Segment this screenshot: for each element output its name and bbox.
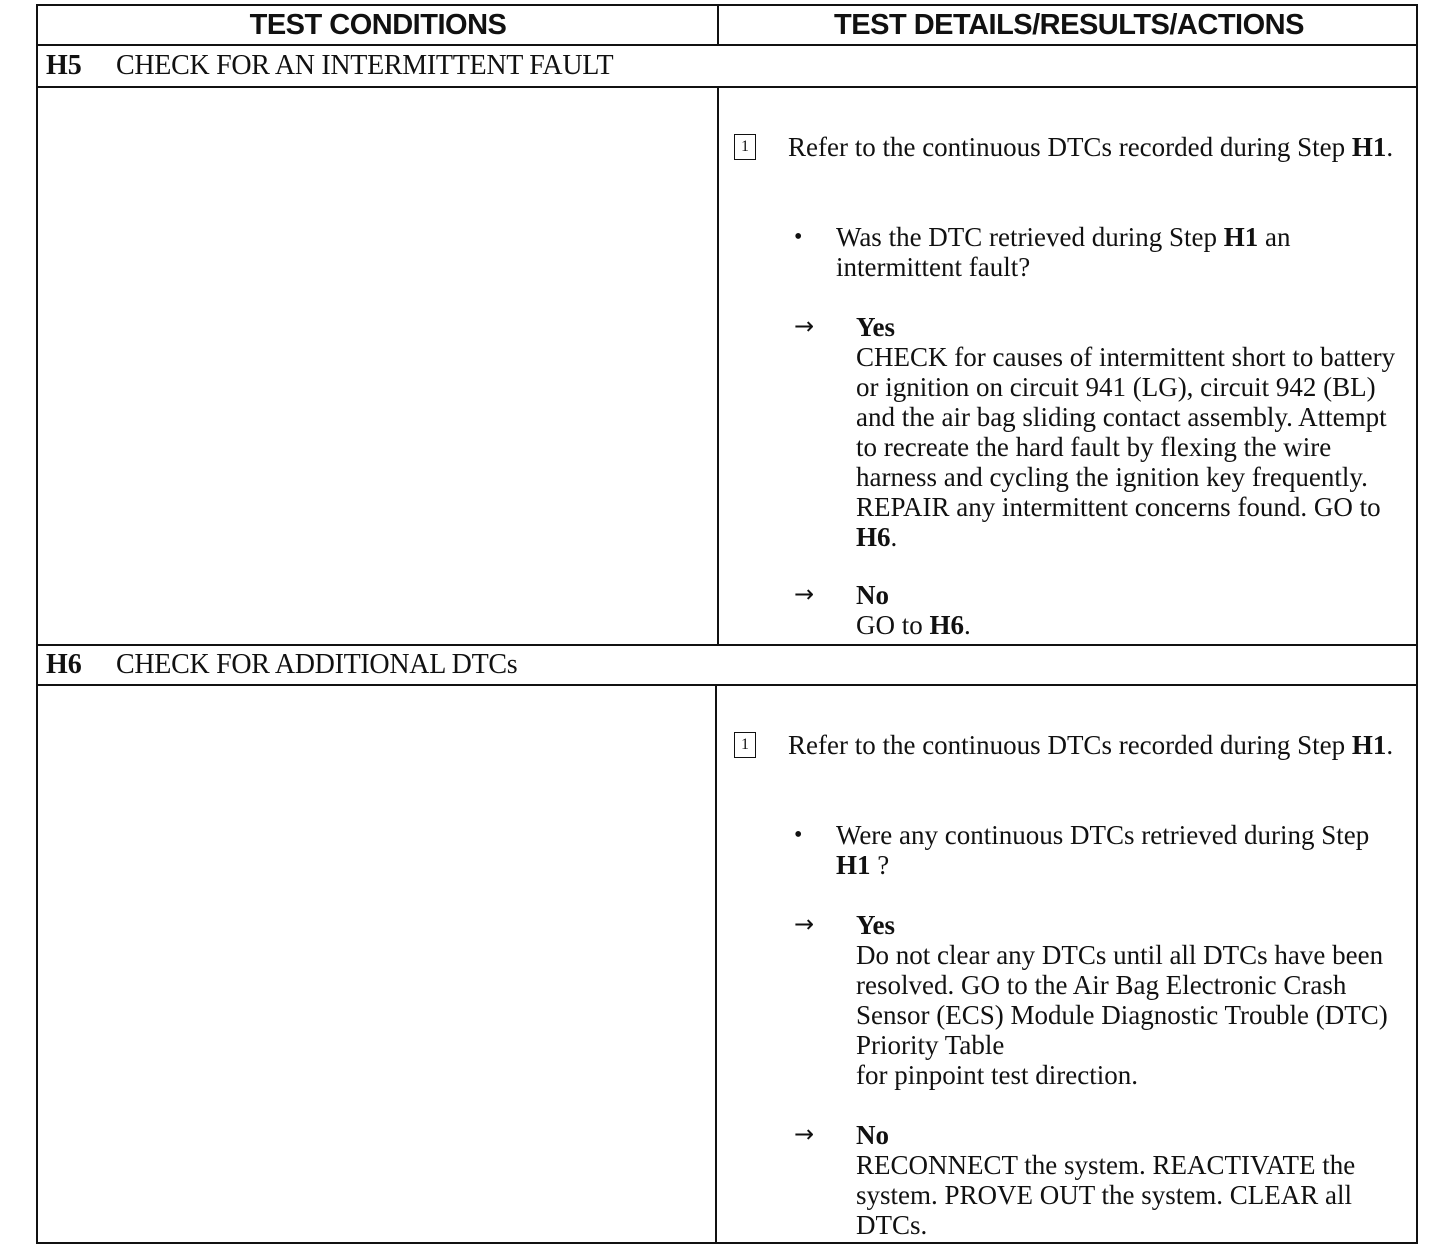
section-h6-step-box: 1 — [734, 732, 756, 758]
section-h5-no: No GO to H6. — [856, 580, 971, 640]
section-h6-step-text: Refer to the continuous DTCs recorded during Step H1. — [788, 730, 1394, 760]
section-h6-title: CHECK FOR ADDITIONAL DTCs — [116, 649, 518, 680]
arrow-right-icon: → — [794, 580, 815, 608]
section-h5-title-row — [38, 46, 1416, 88]
section-h5-yes: Yes CHECK for causes of intermittent short to battery or ignition on circuit 941 (LG), circuit 942 (BL) and the air bag sliding contact assembly. Attempt to recreate the hard fault by flexing the wire harness and cycling the ignition key frequently. REPAIR any intermittent concerns found. GO to H6. — [856, 312, 1396, 552]
section-h5-divider — [717, 88, 719, 646]
section-h6-id: H6 — [46, 649, 82, 680]
diagnostic-table — [36, 4, 1418, 1244]
header-test-conditions: TEST CONDITIONS — [249, 8, 507, 41]
section-h6-divider — [715, 686, 717, 1244]
section-h5-question: Was the DTC retrieved during Step H1 an intermittent fault? — [836, 222, 1291, 282]
bullet-icon: • — [794, 822, 803, 848]
section-h5-title: CHECK FOR AN INTERMITTENT FAULT — [116, 50, 614, 81]
section-h6-title-row — [38, 644, 1416, 686]
arrow-right-icon: → — [794, 910, 815, 938]
section-h6-question: Were any continuous DTCs retrieved during Step H1 ? — [836, 820, 1370, 880]
table-header-row — [38, 6, 1416, 46]
section-h6-no: No RECONNECT the system. REACTIVATE the system. PROVE OUT the system. CLEAR all DTCs. — [856, 1120, 1356, 1240]
section-h5-step-text: Refer to the continuous DTCs recorded during Step H1. — [788, 132, 1394, 162]
header-divider — [717, 6, 719, 46]
section-h5-id: H5 — [46, 50, 82, 81]
header-test-details: TEST DETAILS/RESULTS/ACTIONS — [834, 8, 1304, 41]
section-h5-step-box: 1 — [734, 134, 756, 160]
section-h6-yes: Yes Do not clear any DTCs until all DTCs have been resolved. GO to the Air Bag Electronic Crash Sensor (ECS) Module Diagnostic Trouble (DTC) Priority Table for pinpoint test direction. — [856, 910, 1388, 1090]
arrow-right-icon: → — [794, 1120, 815, 1148]
bullet-icon: • — [794, 224, 803, 250]
arrow-right-icon: → — [794, 312, 815, 340]
